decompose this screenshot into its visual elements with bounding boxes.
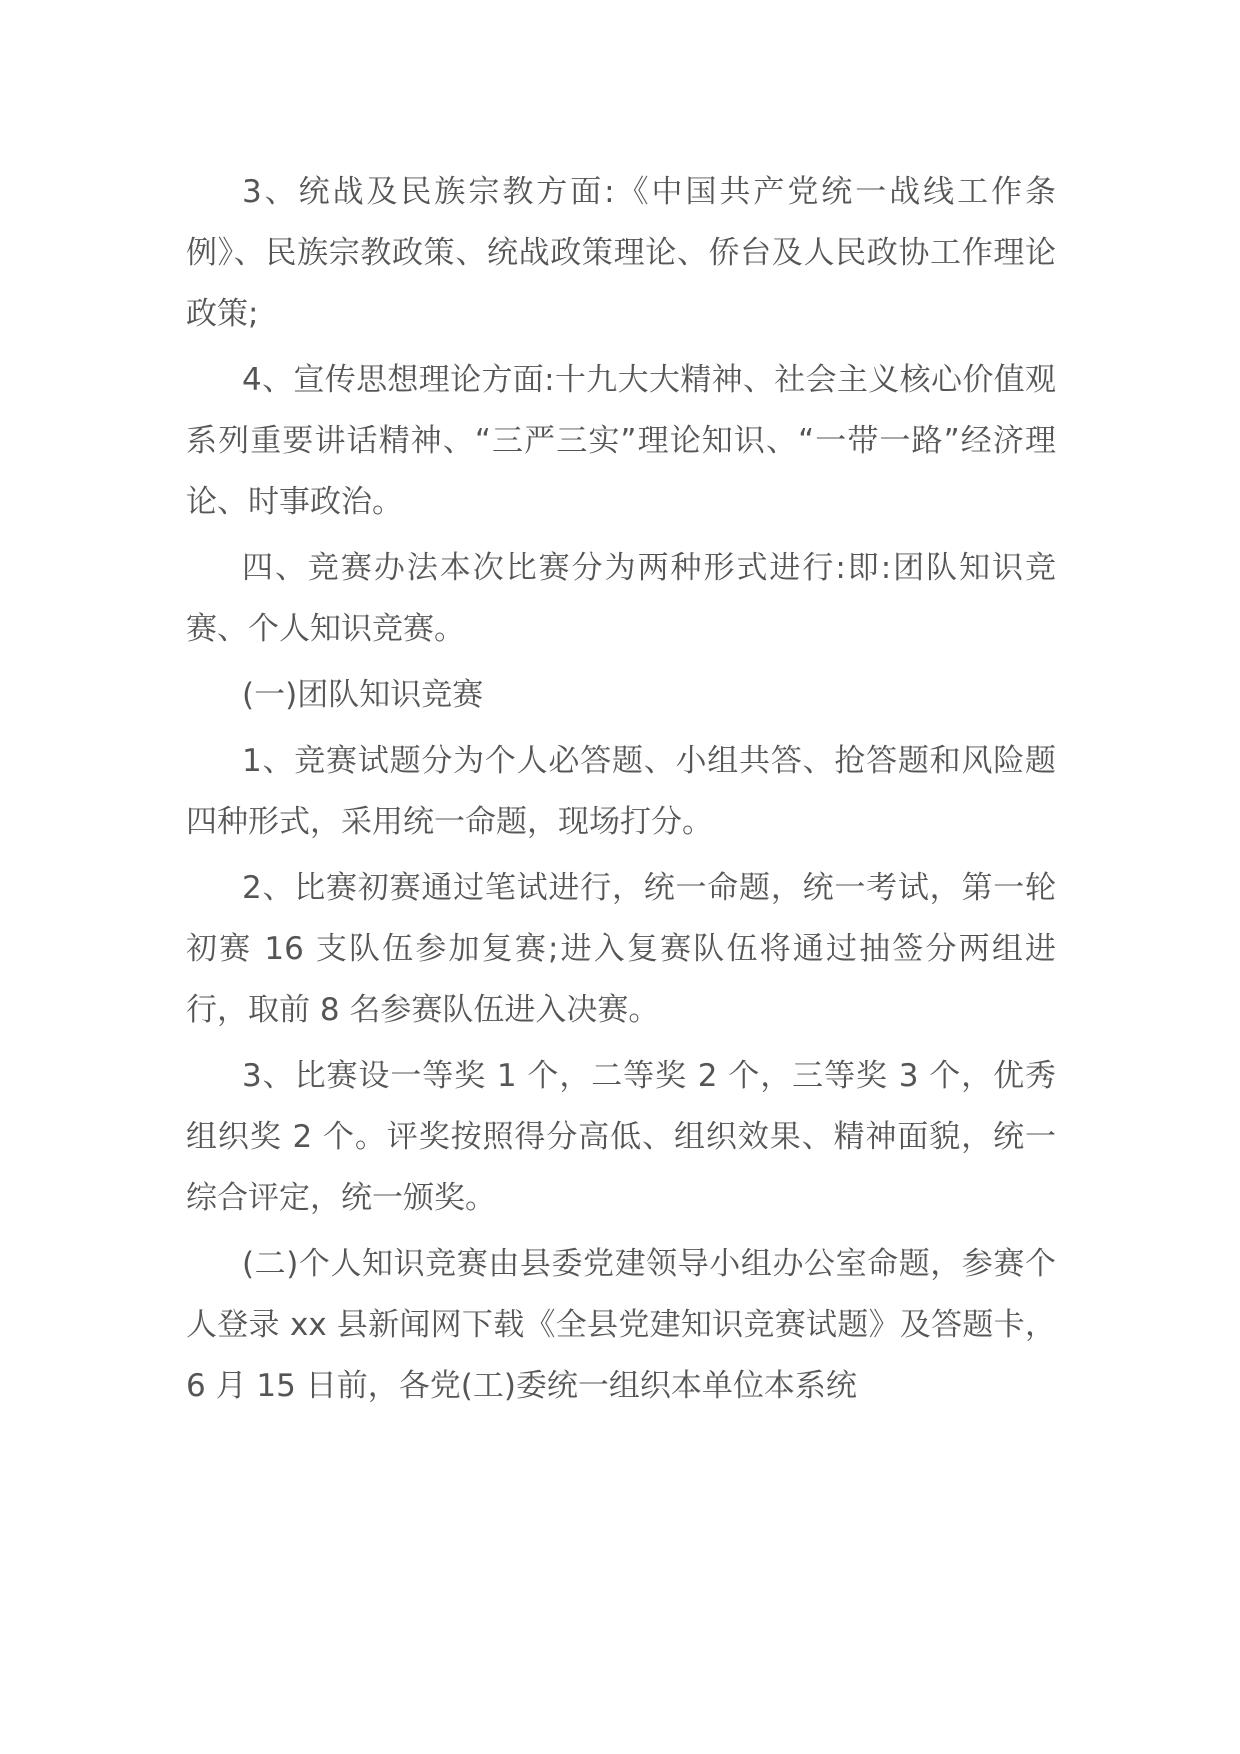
paragraph-competition-method: 四、竞赛办法本次比赛分为两种形式进行:即:团队知识竞赛、个人知识竞赛。 [186,550,1056,647]
paragraph-propaganda: 4、宣传思想理论方面:十九大大精神、社会主义核心价值观系列重要讲话精神、“三严三实”理论知识、“一带一路”经济理论、时事政治。 [186,362,1056,520]
paragraph-individual-competition: (二)个人知识竞赛由县委党建领导小组办公室命题，参赛个人登录 xx 县新闻网下载《全县党建知识竞赛试题》及答题卡，6 月 15 日前，各党(工)委统一组织本单位本系统 [186,1246,1056,1404]
paragraph-team-question-types: 1、竞赛试题分为个人必答题、小组共答、抢答题和风险题四种形式，采用统一命题，现场打分。 [186,743,1056,840]
heading-team-competition: (一)团队知识竞赛 [242,677,484,713]
paragraph-team-awards: 3、比赛设一等奖 1 个，二等奖 2 个，三等奖 3 个，优秀组织奖 2 个。评奖按照得分高低、组织效果、精神面貌，统一综合评定，统一颁奖。 [186,1058,1056,1216]
paragraph-united-front: 3、统战及民族宗教方面:《中国共产党统一战线工作条例》、民族宗教政策、统战政策理论、侨台及人民政协工作理论政策; [186,174,1056,332]
paragraph-team-preliminary: 2、比赛初赛通过笔试进行，统一命题，统一考试，第一轮初赛 16 支队伍参加复赛;进入复赛队伍将通过抽签分两组进行，取前 8 名参赛队伍进入决赛。 [186,870,1056,1028]
document-body [186,162,1056,1422]
